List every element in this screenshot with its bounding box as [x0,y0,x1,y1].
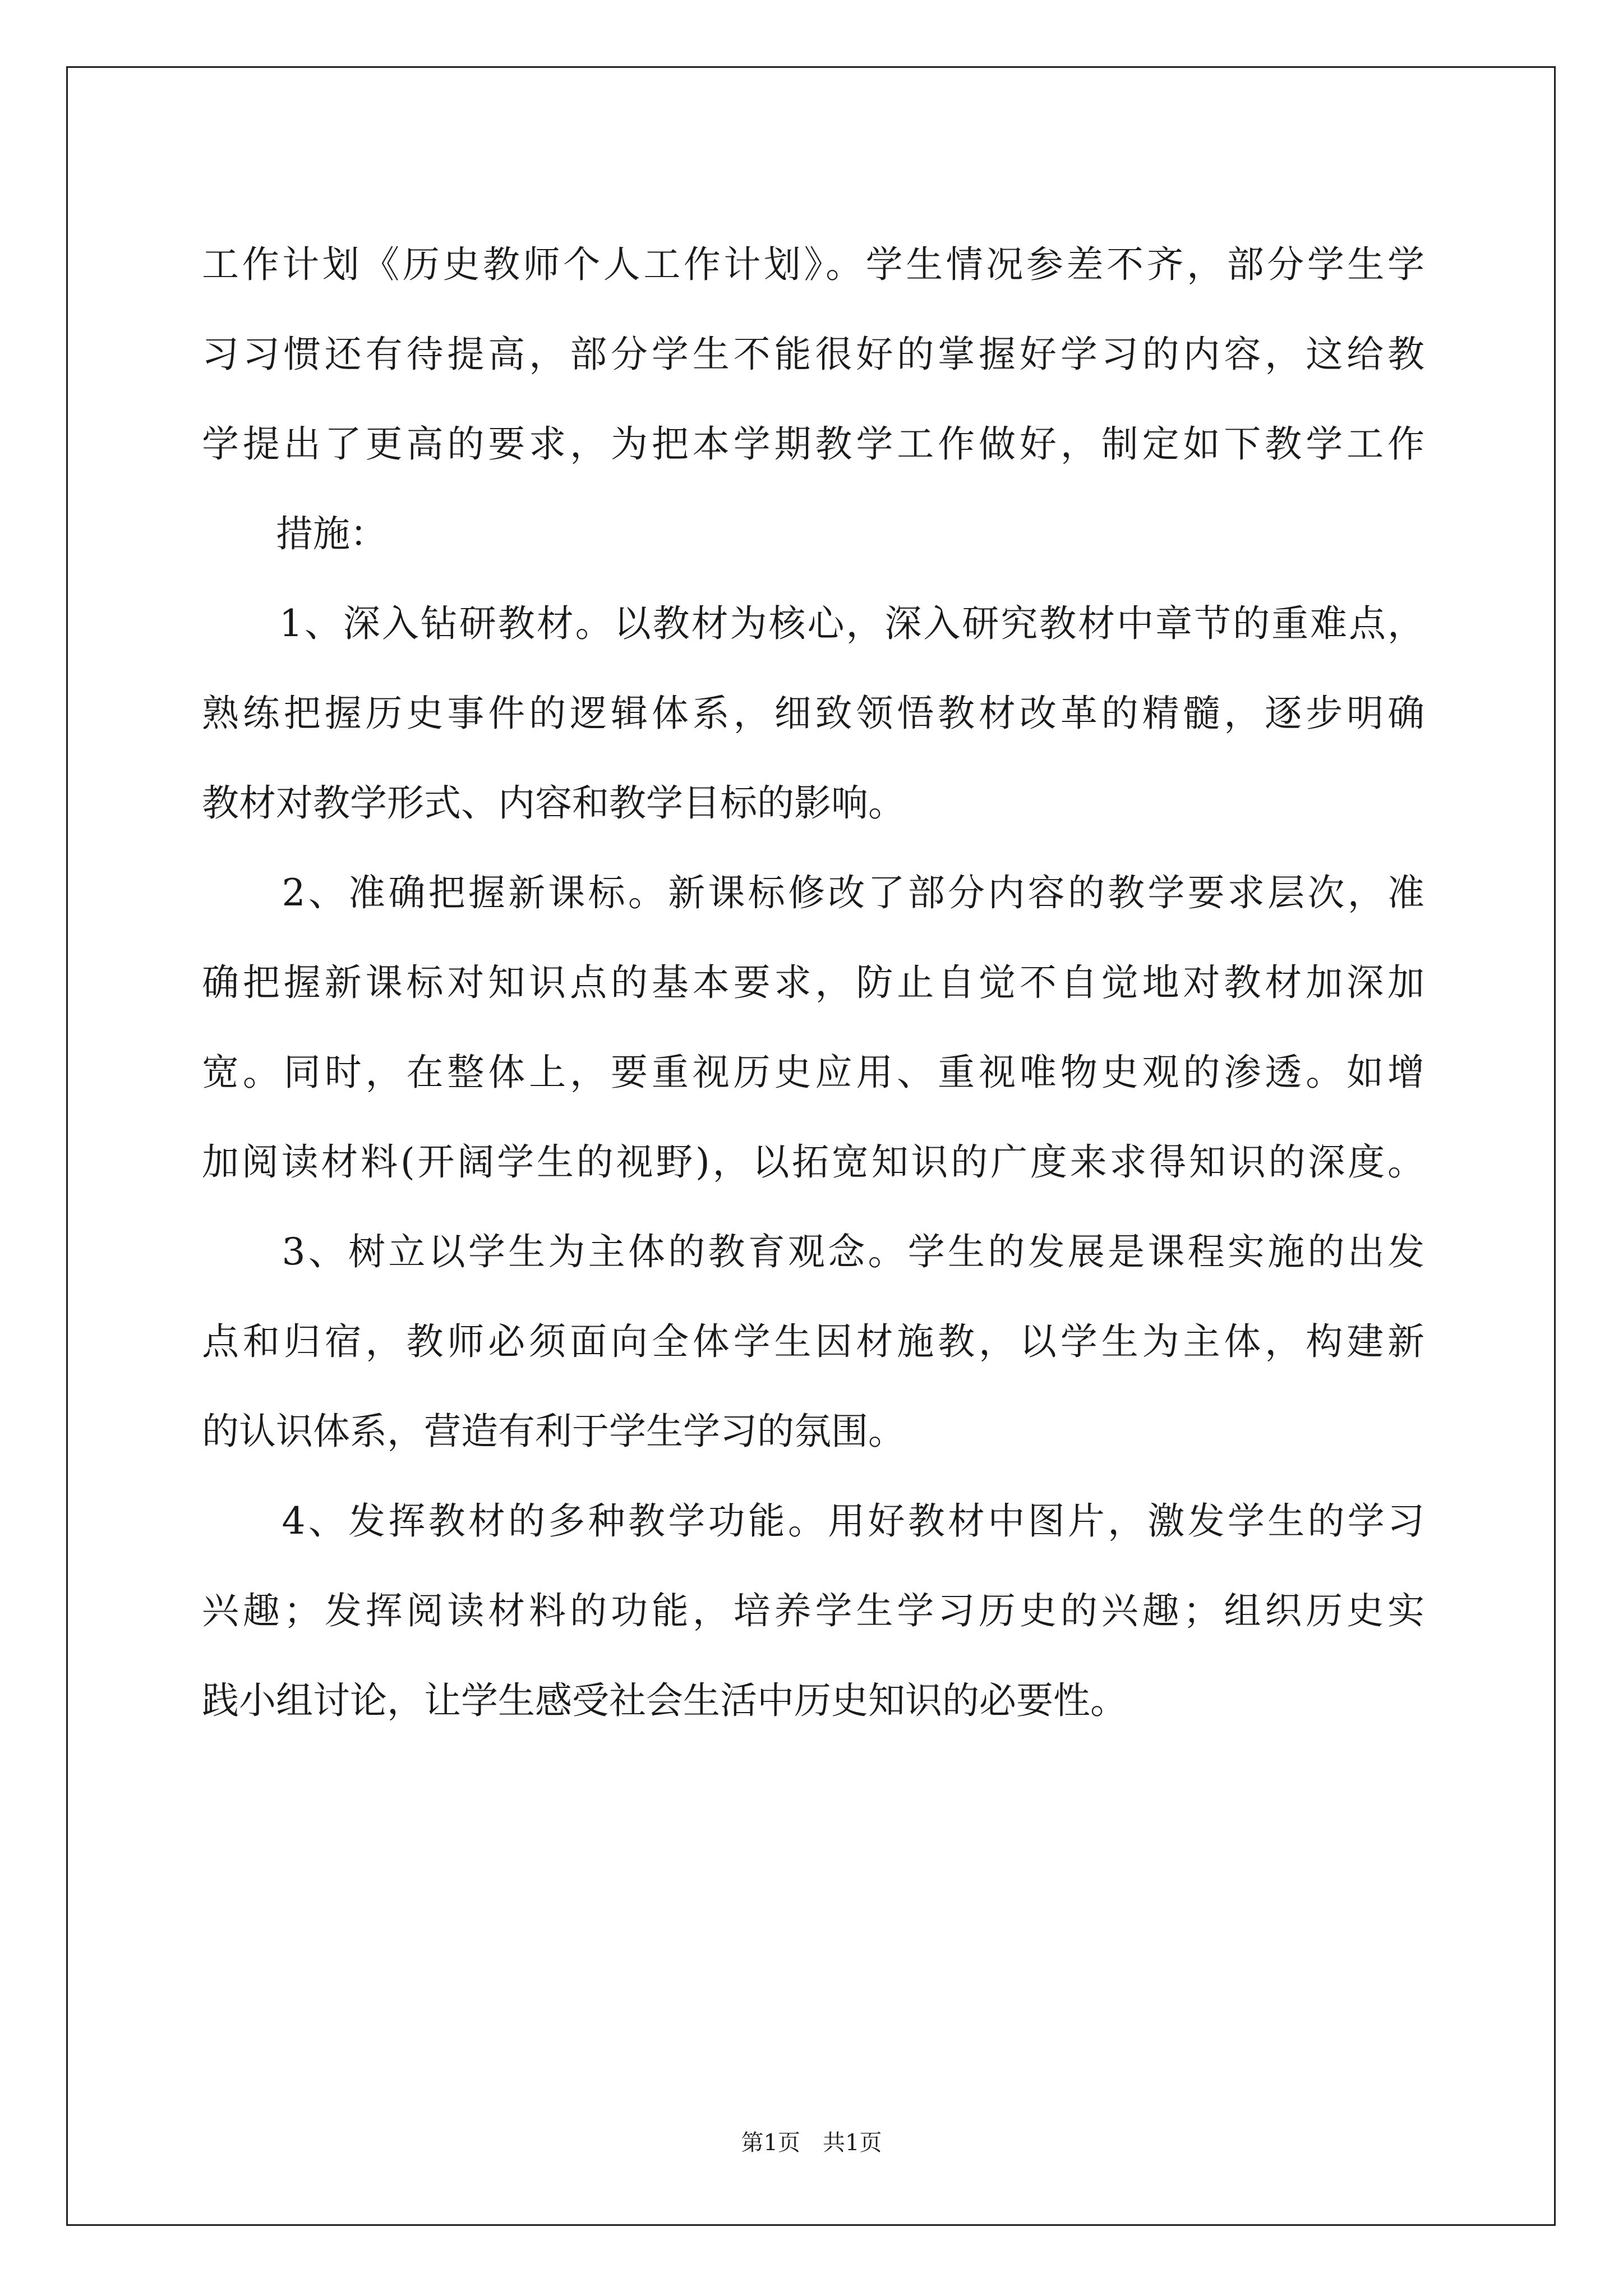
text-line: 宽。同时，在整体上，要重视历史应用、重视唯物史观的渗透。如增 [202,1051,1424,1094]
text-line: 学提出了更高的要求，为把本学期教学工作做好，制定如下教学工作 [202,422,1424,466]
paragraph-item-3 [202,1207,1424,1476]
text-line: 践小组讨论，让学生感受社会生活中历史知识的必要性。 [202,1679,1127,1722]
paragraph-item-4 [202,1476,1424,1746]
text-line: 的认识体系，营造有利于学生学习的氛围。 [202,1410,905,1453]
paragraph-item-1 [202,579,1424,848]
page-footer: 第1页 共1页 [741,2130,882,2156]
text-line: 工作计划《历史教师个人工作计划》。学生情况参差不齐，部分学生学 [202,243,1424,286]
text-line: 兴趣；发挥阅读材料的功能，培养学生学习历史的兴趣；组织历史实 [202,1589,1424,1632]
paragraph-measures-heading [202,489,1424,579]
paragraph-intro [202,220,1424,489]
text-line: 措施： [202,512,387,555]
text-line: 熟练把握历史事件的逻辑体系，细致领悟教材改革的精髓，逐步明确 [202,692,1424,735]
text-line: 习习惯还有待提高，部分学生不能很好的掌握好学习的内容，这给教 [202,333,1424,376]
paragraph-item-2 [202,848,1424,1207]
text-line: 加阅读材料(开阔学生的视野)，以拓宽知识的广度来求得知识的深度。 [202,1140,1424,1184]
text-line: 教材对教学形式、内容和教学目标的影响。 [202,781,905,825]
text-line: 4、发挥教材的多种教学功能。用好教材中图片，激发学生的学习 [202,1499,1424,1543]
text-line: 确把握新课标对知识点的基本要求，防止自觉不自觉地对教材加深加 [202,961,1424,1004]
text-line: 3、树立以学生为主体的教育观念。学生的发展是课程实施的出发 [202,1230,1424,1273]
document-body [202,220,1424,1746]
text-line: 2、准确把握新课标。新课标修改了部分内容的教学要求层次，准 [202,871,1424,914]
text-line: 1、深入钻研教材。以教材为核心，深入研究教材中章节的重难点， [202,602,1424,645]
text-line: 点和归宿，教师必须面向全体学生因材施教，以学生为主体，构建新 [202,1320,1424,1363]
